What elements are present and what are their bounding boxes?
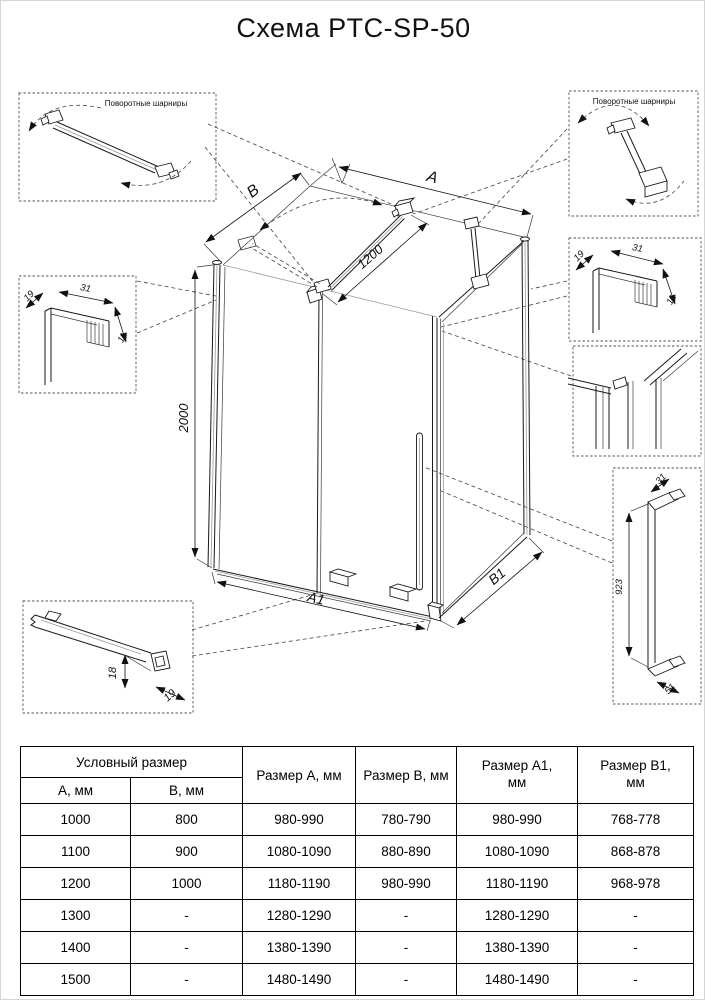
wall-profile-detail-right [576, 251, 675, 333]
cell-b: 800 [131, 804, 243, 836]
cell-size-a: 1080-1090 [243, 836, 356, 868]
dim-a1: A1 [305, 588, 327, 608]
cell-size-b1: - [578, 932, 694, 964]
cell-size-a: 1280-1290 [243, 900, 356, 932]
corner-junction-detail [568, 349, 698, 449]
leader-lines [137, 124, 612, 656]
table-row [21, 964, 694, 996]
bottom-profile-detail [31, 611, 185, 700]
hinge-detail-box-left [19, 93, 216, 201]
cell-size-a1: 1380-1390 [457, 932, 578, 964]
cell-a: 1200 [21, 868, 131, 900]
dim-line-1200 [338, 223, 427, 302]
page-title: Схема PTC-SP-50 [236, 13, 471, 43]
header-size-b1 [578, 747, 694, 804]
dim-left-19: 19 [21, 288, 37, 304]
hinge-label-right: Поворотные шарниры [592, 97, 676, 106]
cell-size-b1: - [578, 900, 694, 932]
header-size-b: Размер B, мм [356, 747, 457, 804]
cell-size-b: - [356, 932, 457, 964]
dim-handle-923: 923 [614, 579, 625, 595]
cell-a: 1100 [21, 836, 131, 868]
cell-a: 1400 [21, 932, 131, 964]
header-conditional-size: Условный размер [21, 747, 243, 778]
dim-1200: 1200 [354, 241, 386, 272]
cell-b: - [131, 900, 243, 932]
cell-size-b1: - [578, 964, 694, 996]
cell-size-a1: 980-990 [457, 804, 578, 836]
hinge-label-left: Поворотные шарниры [104, 99, 188, 108]
hinge-detail-left [29, 105, 191, 185]
hinge-detail-box-right [569, 91, 698, 216]
cell-a: 1500 [21, 964, 131, 996]
table-row [21, 836, 694, 868]
cell-a: 1300 [21, 900, 131, 932]
header-b-mm: B, мм [131, 778, 243, 804]
cell-size-a: 1180-1190 [243, 868, 356, 900]
dim-right-11: 11 [664, 292, 679, 307]
cell-size-a: 1480-1490 [243, 964, 356, 996]
cell-size-b: - [356, 900, 457, 932]
handle-detail [629, 479, 685, 693]
corner-junction-detail-box [573, 346, 701, 456]
dim-b1: B1 [485, 564, 509, 588]
cell-size-b1: 868-878 [578, 836, 694, 868]
cell-size-b: 780-790 [356, 804, 457, 836]
support-bars [238, 198, 489, 303]
size-table [20, 746, 694, 996]
dim-right-19: 19 [571, 248, 587, 264]
dim-handle-51: 51 [662, 681, 678, 697]
cell-size-a: 980-990 [243, 804, 356, 836]
cell-b: 900 [131, 836, 243, 868]
header-size-a: Размер A, мм [243, 747, 356, 804]
dim-handle-31: 31 [653, 471, 669, 487]
cell-size-b: 980-990 [356, 868, 457, 900]
cell-size-a: 1380-1390 [243, 932, 356, 964]
header-size-b1-text: Размер B1, мм [600, 758, 671, 790]
dim-right-31: 31 [631, 242, 644, 255]
hinge-detail-right [578, 105, 684, 203]
header-size-a1-text: Размер A1, мм [481, 758, 553, 790]
header-size-a1 [457, 747, 578, 804]
cell-size-a1: 1480-1490 [457, 964, 578, 996]
callout-boxes [19, 91, 701, 713]
dim-left-31: 31 [79, 282, 92, 295]
wall-profile-detail-left [26, 292, 126, 385]
header-a-mm: A, мм [21, 778, 131, 804]
cell-a: 1000 [21, 804, 131, 836]
dim-2000: 2000 [176, 403, 191, 433]
cell-size-a1: 1280-1290 [457, 900, 578, 932]
table-row [21, 932, 694, 964]
dimensions [195, 158, 544, 631]
drawing-labels [22, 97, 679, 704]
dim-bottom-19: 19 [161, 687, 179, 705]
dim-left-11: 11 [115, 330, 130, 345]
cell-size-a1: 1180-1190 [457, 868, 578, 900]
cell-b: - [131, 932, 243, 964]
cell-size-b1: 768-778 [578, 804, 694, 836]
dim-bottom-18: 18 [107, 666, 119, 680]
cell-b: - [131, 964, 243, 996]
dim-a: A [424, 168, 440, 188]
dim-b: B [243, 181, 263, 202]
cell-size-a1: 1080-1090 [457, 836, 578, 868]
cell-size-b: 880-890 [356, 836, 457, 868]
swing-arc [260, 198, 382, 230]
table-row [21, 868, 694, 900]
cell-size-b: - [356, 964, 457, 996]
cell-b: 1000 [131, 868, 243, 900]
table-row [21, 900, 694, 932]
table-row [21, 804, 694, 836]
cell-size-b1: 968-978 [578, 868, 694, 900]
schematic-drawing [1, 1, 705, 746]
